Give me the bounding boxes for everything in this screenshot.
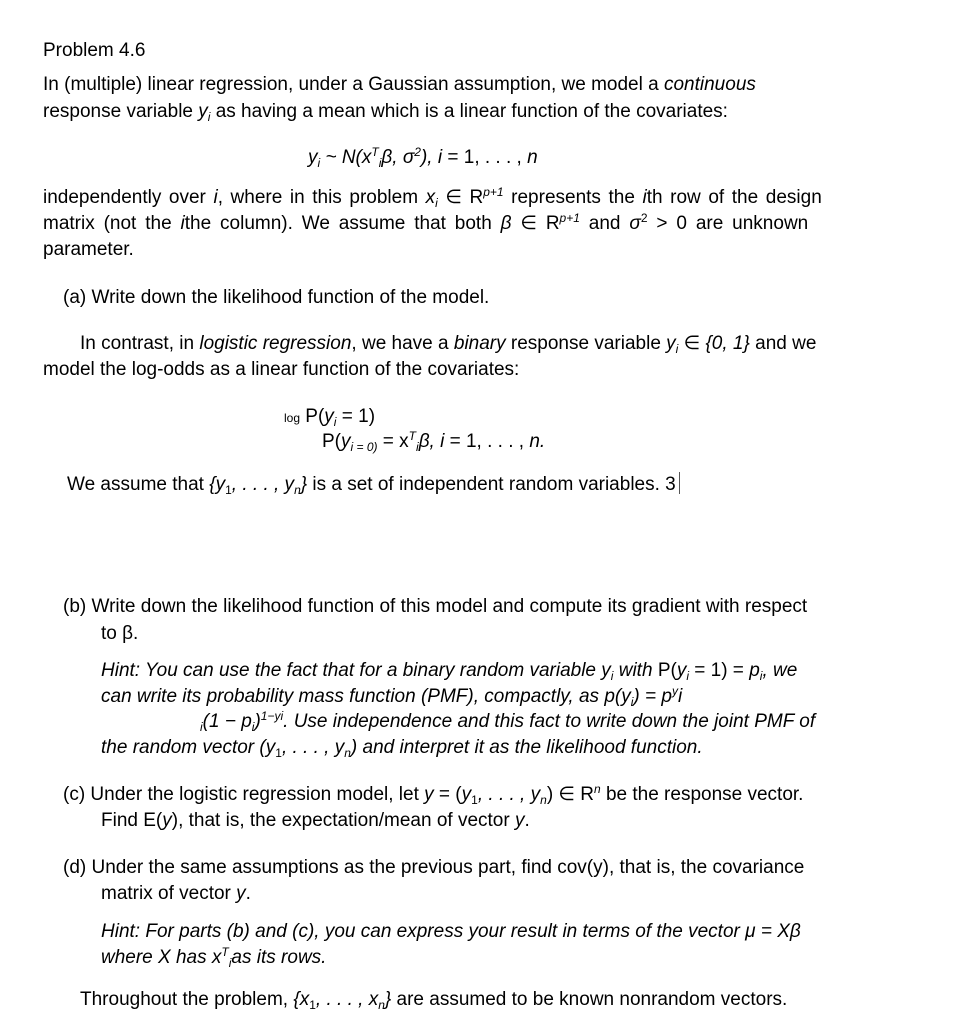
subscript: 1: [275, 746, 282, 760]
text: .: [524, 810, 530, 831]
text: response variable: [505, 333, 667, 354]
eq-token: i: [437, 147, 443, 168]
text: > 0 are unknown: [647, 213, 809, 234]
subscript: i: [675, 342, 679, 356]
text: matrix of vector: [101, 883, 237, 904]
eq-token: β, σ: [381, 147, 415, 168]
var: y: [461, 784, 472, 805]
text: .: [245, 883, 251, 904]
hint-math: ) = p: [633, 686, 672, 707]
intro-emphasis: continuous: [663, 74, 756, 95]
superscript: y: [671, 684, 678, 698]
indep-line-3: parameter.: [43, 239, 134, 260]
intro-line-2: [43, 101, 728, 124]
part-c-line-1: [63, 782, 804, 807]
text: ∈: [678, 333, 706, 354]
eq-token: n.: [529, 431, 546, 452]
hint-text: where X has x: [101, 947, 222, 968]
eq-subscript: i: [378, 156, 382, 170]
superscript: p+1: [483, 185, 504, 199]
text: the column). We assume that both: [184, 213, 501, 234]
subscript: n: [378, 998, 385, 1012]
eq-subscript: i = 0): [350, 440, 378, 454]
var: β: [500, 213, 512, 234]
part-b-hint-line-4: [101, 737, 703, 760]
intro-line-1: [43, 75, 756, 94]
subscript: i: [435, 196, 438, 210]
text: and we: [749, 333, 817, 354]
eq-token: y: [308, 147, 318, 168]
hint-text: . Use independence and this fact to write down the joint PMF of: [283, 711, 816, 732]
hint-math: (1 − p: [202, 711, 252, 732]
text: ), that is, the expectation/mean of vector: [171, 810, 515, 831]
eq-token: n: [527, 147, 538, 168]
part-c-line-2: [101, 811, 530, 830]
eq-subscript: i: [333, 415, 337, 429]
subscript: i: [251, 720, 255, 734]
hint-math: , . . . , y: [281, 737, 345, 758]
text: ) ∈ R: [546, 784, 594, 805]
eq-token: y: [341, 431, 351, 452]
var: y: [514, 810, 525, 831]
hint-text: can write its probability mass function (PMF), compactly, as: [101, 686, 605, 707]
set: , . . . , y: [231, 474, 295, 495]
eq-token: = 1, . . . ,: [444, 431, 530, 452]
hint-text: Hint: You can use the fact that for a binary random variable: [101, 660, 602, 681]
var: p: [749, 660, 760, 681]
var: y: [265, 737, 276, 758]
text: ∈ R: [437, 187, 484, 208]
text: ∈ R: [511, 213, 560, 234]
hint-text: the random vector (: [101, 737, 266, 758]
eq-token: ),: [420, 147, 438, 168]
hint-text: = 1) =: [688, 660, 750, 681]
text: represents the: [503, 187, 643, 208]
var-y: y: [198, 101, 208, 122]
text-cursor: [679, 472, 680, 494]
indep-line-1: [43, 185, 822, 210]
intro-text: as having a mean which is a linear function of the covariates:: [210, 101, 728, 122]
var: x: [425, 187, 436, 208]
subscript: i: [207, 110, 211, 124]
set: }: [384, 989, 392, 1010]
closing-note: [80, 989, 788, 1012]
subscript: n: [344, 746, 351, 760]
superscript: n: [593, 782, 601, 796]
eq-subscript: i: [317, 156, 321, 170]
subscript: i: [200, 720, 203, 734]
subscript: i: [610, 669, 614, 683]
var: , . . . , y: [477, 784, 541, 805]
hint-math: i: [677, 686, 683, 707]
text: matrix (not the: [43, 213, 181, 234]
hint-text: , we: [762, 660, 798, 681]
set: {x: [293, 989, 310, 1010]
subscript: 1: [309, 998, 316, 1012]
superscript: T: [221, 945, 229, 959]
text: are assumed to be known nonrandom vectors.: [391, 989, 788, 1010]
subscript: i: [759, 669, 763, 683]
part-d-hint-line-2: [101, 945, 327, 970]
subscript: 1: [471, 793, 478, 807]
hint-math: ): [254, 711, 261, 732]
part-d-hint-line-1: [101, 922, 801, 941]
var: y: [162, 810, 172, 831]
var: y: [236, 883, 246, 904]
var: y: [666, 333, 676, 354]
var: y: [424, 784, 434, 805]
eq-token: ~: [320, 147, 342, 168]
var: i: [642, 187, 647, 208]
superscript: 2: [640, 211, 648, 225]
subscript: n: [540, 793, 547, 807]
set: }: [300, 474, 308, 495]
text: We assume that: [67, 474, 210, 495]
part-b-line-2: to β.: [101, 623, 139, 644]
emphasis: logistic regression: [199, 333, 352, 354]
text: , where in this problem: [217, 187, 426, 208]
part-b-line-1: (b) Write down the likelihood function of this model and compute its gradient with respect: [63, 596, 808, 617]
var: i: [180, 213, 185, 234]
text: In contrast, in: [80, 333, 200, 354]
text: Find E(: [101, 810, 163, 831]
text: , we have a: [351, 333, 454, 354]
eq-token: = 1): [336, 406, 376, 427]
superscript: p+1: [559, 211, 580, 225]
superscript: 1−yi: [260, 709, 284, 723]
eq-superscript: T: [408, 429, 417, 443]
subscript: i: [686, 669, 689, 683]
contrast-line-2: model the log-odds as a linear function of the covariates:: [43, 359, 520, 380]
text: independently over: [43, 187, 214, 208]
subscript: i: [630, 695, 634, 709]
hint-text: as its rows.: [231, 947, 327, 968]
eq-superscript: 2: [414, 145, 421, 159]
var: y: [676, 660, 687, 681]
hint-text: P(: [657, 660, 677, 681]
set: {0, 1}: [705, 333, 750, 354]
eq-token: P(: [300, 406, 325, 427]
intro-text: In (multiple) linear regression, under a Gaussian assumption, we model a: [43, 74, 664, 95]
log-odds-denominator: [322, 429, 546, 454]
set: , . . . , x: [315, 989, 379, 1010]
var: i: [213, 187, 218, 208]
hint-text: Hint: For parts (b) and (c), you can express your result in terms of the vector: [101, 921, 746, 942]
gaussian-model-equation: [308, 145, 538, 170]
eq-token: N(x: [341, 147, 372, 168]
text: is a set of independent random variables. 3: [307, 474, 676, 495]
hint-text: with: [613, 660, 658, 681]
text: (c) Under the logistic regression model, let: [63, 784, 425, 805]
hint-math: μ = Xβ: [745, 921, 801, 942]
problem-title: Problem 4.6: [43, 40, 146, 61]
var: y: [601, 660, 611, 681]
set: {y: [209, 474, 226, 495]
text: be the response vector.: [600, 784, 804, 805]
log-odds-numerator: [284, 406, 376, 429]
eq-subscript: i: [416, 440, 419, 454]
eq-superscript: T: [371, 145, 379, 159]
eq-token: β, i: [418, 431, 445, 452]
contrast-line-1: [80, 333, 817, 356]
subscript: n: [294, 483, 301, 497]
part-d-line-2: [101, 884, 251, 903]
hint-text: ) and interpret it as the likelihood function.: [350, 737, 703, 758]
emphasis: binary: [453, 333, 506, 354]
eq-token: = x: [377, 431, 409, 452]
eq-token: y: [324, 406, 334, 427]
text: Throughout the problem,: [80, 989, 294, 1010]
text: th row of the design: [646, 187, 822, 208]
eq-token: P(: [322, 431, 341, 452]
part-b-hint-line-1: [101, 660, 798, 683]
hint-math: p(y: [604, 686, 631, 707]
text: and: [579, 213, 630, 234]
subscript: i: [228, 956, 232, 970]
intro-text: response variable: [43, 101, 199, 122]
log-label: log: [284, 411, 301, 425]
part-d-line-1: (d) Under the same assumptions as the previous part, find cov(y), that is, the covariance: [63, 857, 805, 878]
eq-token: = 1, . . . ,: [442, 147, 528, 168]
part-b-hint-line-2: [101, 684, 683, 709]
var: σ: [629, 213, 641, 234]
subscript: 1: [225, 483, 232, 497]
independence-assumption: [67, 472, 680, 497]
text: = (: [433, 784, 462, 805]
indep-line-2: [43, 211, 809, 234]
part-a: (a) Write down the likelihood function of the model.: [63, 287, 490, 308]
part-b-hint-line-3: [200, 709, 816, 734]
